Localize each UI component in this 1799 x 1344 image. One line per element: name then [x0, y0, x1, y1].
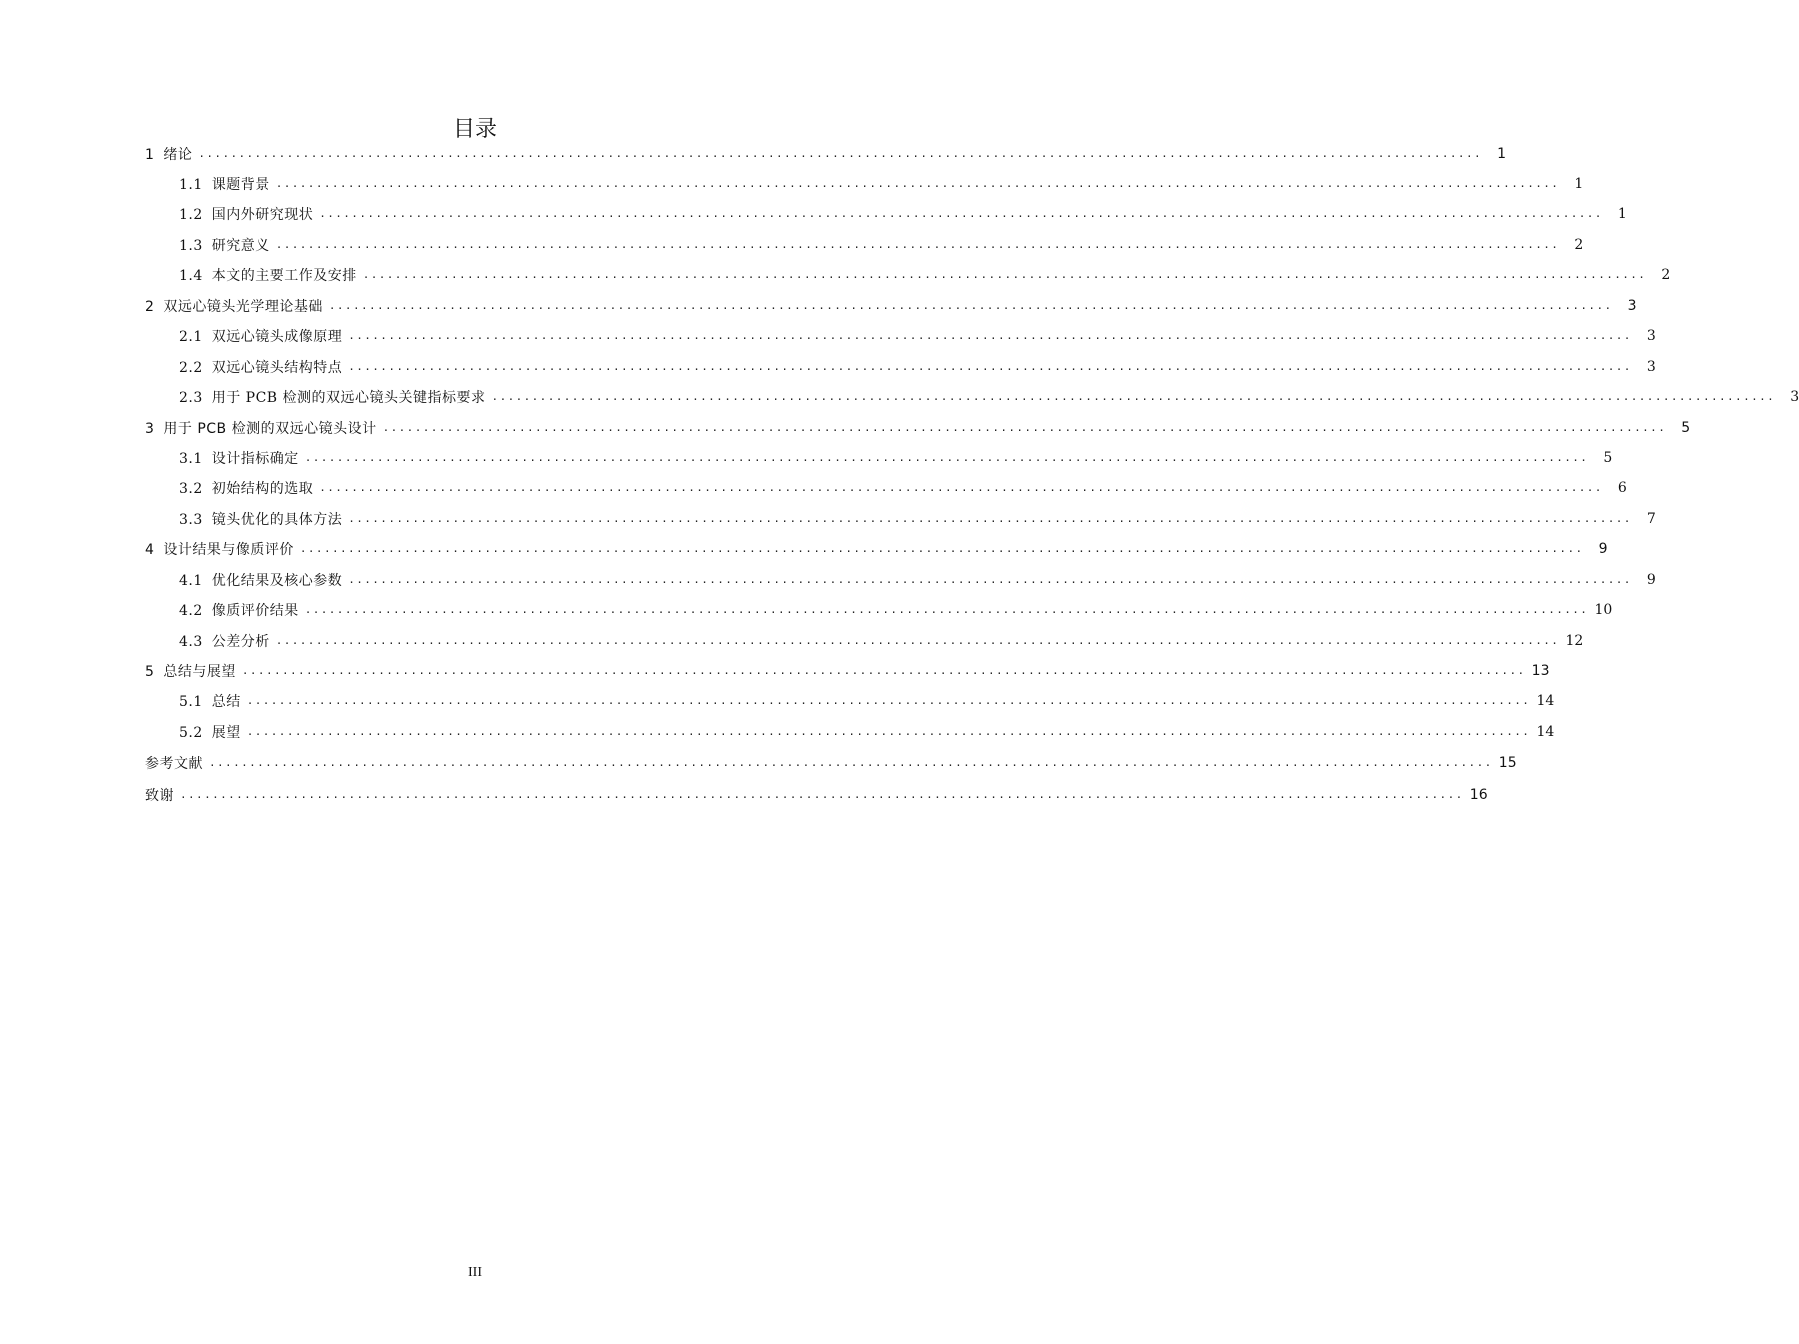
- toc-entry-number: 1.4: [179, 268, 203, 284]
- toc-entry[interactable]: [145, 505, 1656, 533]
- toc-entry-number: 1.1: [179, 177, 203, 193]
- toc-entry[interactable]: [145, 657, 1550, 685]
- toc-entry-page: 2: [1574, 237, 1584, 253]
- toc-entry-text: 镜头优化的具体方法: [211, 512, 343, 528]
- toc-entry-number: 3.3: [179, 512, 203, 528]
- toc-entry[interactable]: [145, 474, 1627, 502]
- dot-leader: ................................................................................................................................................................: [241, 664, 1526, 677]
- toc-entry-text: 双远心镜头成像原理: [211, 329, 343, 345]
- toc-entry-number: 1.3: [179, 238, 203, 254]
- dot-leader: ................................................................................................................................................................: [275, 634, 1560, 647]
- toc-entry[interactable]: [145, 749, 1517, 777]
- toc-entry[interactable]: [145, 292, 1637, 320]
- dot-leader: ................................................................................................................................................................: [319, 207, 1603, 220]
- dot-leader: ................................................................................................................................................................: [198, 147, 1482, 160]
- toc-entry-label: [145, 296, 323, 316]
- toc-entry-text: 研究意义: [211, 238, 270, 254]
- toc-entry-page: 10: [1594, 602, 1613, 618]
- toc-entry-label: [145, 144, 192, 164]
- toc-entry-label: [145, 753, 203, 773]
- toc-entry-text: 设计指标确定: [211, 451, 299, 467]
- toc-entry-label: [145, 661, 236, 681]
- dot-leader: ................................................................................................................................................................: [275, 177, 1560, 190]
- toc-entry-page: 9: [1646, 572, 1656, 588]
- toc-entry-number: 2: [145, 299, 155, 315]
- dot-leader: ................................................................................................................................................................: [382, 421, 1667, 434]
- toc-entry-page: 2: [1661, 267, 1671, 283]
- toc-entry-page: 6: [1617, 480, 1627, 496]
- toc-entry-label: [145, 478, 313, 498]
- dot-leader: ................................................................................................................................................................: [319, 481, 1603, 494]
- toc-entry-text: 本文的主要工作及安排: [211, 268, 357, 284]
- toc-entry-number: 3.2: [179, 481, 203, 497]
- toc-entry[interactable]: [145, 231, 1584, 259]
- dot-leader: ................................................................................................................................................................: [348, 329, 1632, 342]
- toc-entry-number: 2.3: [179, 390, 203, 406]
- toc-entry-text: 用于 PCB 检测的双远心镜头设计: [163, 421, 377, 437]
- toc-entry-number: 5: [145, 664, 155, 680]
- toc-entry[interactable]: [145, 383, 1799, 411]
- toc-entry-label: [145, 418, 377, 438]
- dot-leader: ................................................................................................................................................................: [304, 603, 1589, 616]
- toc-entry-page: 3: [1627, 298, 1637, 314]
- toc-title: 目录: [452, 117, 497, 142]
- dot-leader: ................................................................................................................................................................: [348, 360, 1632, 373]
- dot-leader: ................................................................................................................................................................: [246, 694, 1531, 707]
- toc-entry-number: 4.3: [179, 634, 203, 650]
- toc-entry-text: 展望: [211, 725, 241, 741]
- toc-entry-text: 设计结果与像质评价: [163, 542, 294, 558]
- toc-entry-text: 用于 PCB 检测的双远心镜头关键指标要求: [211, 390, 486, 406]
- toc-entry-number: 4: [145, 542, 155, 558]
- toc-entry-label: [145, 570, 342, 590]
- toc-entry-number: 4.1: [179, 573, 203, 589]
- toc-entry-text: 初始结构的选取: [211, 481, 314, 497]
- toc-entry[interactable]: [145, 322, 1656, 350]
- toc-entry-page: 3: [1646, 359, 1656, 375]
- toc-entry-text: 总结: [211, 694, 241, 710]
- toc-entry-page: 12: [1565, 633, 1584, 649]
- toc-entry-number: 1: [145, 147, 155, 163]
- toc-entry[interactable]: [145, 627, 1584, 655]
- toc-entry[interactable]: [145, 535, 1608, 563]
- toc-entry-label: [145, 387, 486, 407]
- toc-entry-text: 课题背景: [211, 177, 270, 193]
- toc-entry-label: [145, 631, 270, 651]
- toc-entry-page: 3: [1790, 389, 1799, 405]
- toc-entry-label: [145, 265, 357, 285]
- toc-entry-page: 1: [1574, 176, 1584, 192]
- toc-entry[interactable]: [145, 444, 1613, 472]
- toc-entry-number: 3.1: [179, 451, 203, 467]
- toc-entry-text: 总结与展望: [163, 664, 236, 680]
- toc-entry-text: 双远心镜头结构特点: [211, 360, 343, 376]
- toc-entry-label: [145, 600, 299, 620]
- toc-entry-label: [145, 235, 270, 255]
- toc-entry[interactable]: [145, 140, 1506, 168]
- toc-entry-page: 1: [1617, 206, 1627, 222]
- toc-entry-page: 14: [1536, 693, 1555, 709]
- page-number-footer: III: [468, 1265, 482, 1280]
- toc-entry-number: 3: [145, 421, 155, 437]
- toc-entry-label: [145, 357, 342, 377]
- toc-entry-number: 4.2: [179, 603, 203, 619]
- toc-entry-label: [145, 785, 174, 805]
- toc-entry-page: 5: [1681, 420, 1691, 436]
- dot-leader: ................................................................................................................................................................: [328, 299, 1613, 312]
- dot-leader: ................................................................................................................................................................: [246, 725, 1531, 738]
- toc-entry-number: 5.1: [179, 694, 203, 710]
- toc-entry-page: 9: [1598, 541, 1608, 557]
- toc-entry-text: 绪论: [163, 147, 193, 163]
- toc-entry-number: 1.2: [179, 207, 203, 223]
- toc-entry-text: 国内外研究现状: [211, 207, 314, 223]
- toc-entry-text: 公差分析: [211, 634, 270, 650]
- toc-entry[interactable]: [145, 200, 1627, 228]
- toc-entry[interactable]: [145, 566, 1656, 594]
- toc-entry-page: 14: [1536, 724, 1555, 740]
- toc-entry-page: 5: [1603, 450, 1613, 466]
- toc-entry-page: 3: [1646, 328, 1656, 344]
- toc-entry-label: [145, 509, 342, 529]
- dot-leader: ................................................................................................................................................................: [304, 451, 1589, 464]
- toc-entry[interactable]: [145, 353, 1656, 381]
- toc-entry-number: 2.2: [179, 360, 203, 376]
- toc-entry-page: 7: [1646, 511, 1656, 527]
- toc-entry-text: 优化结果及核心参数: [211, 573, 343, 589]
- dot-leader: ................................................................................................................................................................: [209, 756, 1493, 769]
- toc-entry-label: [145, 174, 270, 194]
- dot-leader: ................................................................................................................................................................: [348, 573, 1632, 586]
- toc-entry[interactable]: [145, 781, 1488, 809]
- dot-leader: ................................................................................................................................................................: [348, 512, 1632, 525]
- toc-entry-text: 致谢: [145, 788, 174, 804]
- dot-leader: ................................................................................................................................................................: [299, 542, 1584, 555]
- toc-entry[interactable]: [145, 718, 1555, 746]
- toc-entry-label: [145, 204, 313, 224]
- toc-entry[interactable]: [145, 687, 1555, 715]
- toc-entry[interactable]: [145, 170, 1584, 198]
- toc-entry-label: [145, 539, 294, 559]
- toc-entry-number: 2.1: [179, 329, 203, 345]
- toc-entry[interactable]: [145, 261, 1671, 289]
- toc-entry-number: 5.2: [179, 725, 203, 741]
- toc-entry-page: 13: [1531, 663, 1550, 679]
- dot-leader: ................................................................................................................................................................: [491, 390, 1776, 403]
- toc-entry-label: [145, 691, 241, 711]
- toc-entry-page: 15: [1498, 755, 1517, 771]
- toc-entry[interactable]: [145, 414, 1691, 442]
- toc-entry-text: 像质评价结果: [211, 603, 299, 619]
- toc-entry-label: [145, 448, 299, 468]
- toc-entry-label: [145, 722, 241, 742]
- toc-entry-text: 参考文献: [145, 756, 203, 772]
- dot-leader: ................................................................................................................................................................: [362, 268, 1647, 281]
- toc-entry-page: 16: [1469, 787, 1488, 803]
- toc-entry-label: [145, 326, 342, 346]
- toc-entry-text: 双远心镜头光学理论基础: [163, 299, 323, 315]
- dot-leader: ................................................................................................................................................................: [275, 238, 1560, 251]
- toc-entry-page: 1: [1497, 146, 1506, 162]
- dot-leader: ................................................................................................................................................................: [180, 788, 1464, 801]
- toc-entry[interactable]: [145, 596, 1613, 624]
